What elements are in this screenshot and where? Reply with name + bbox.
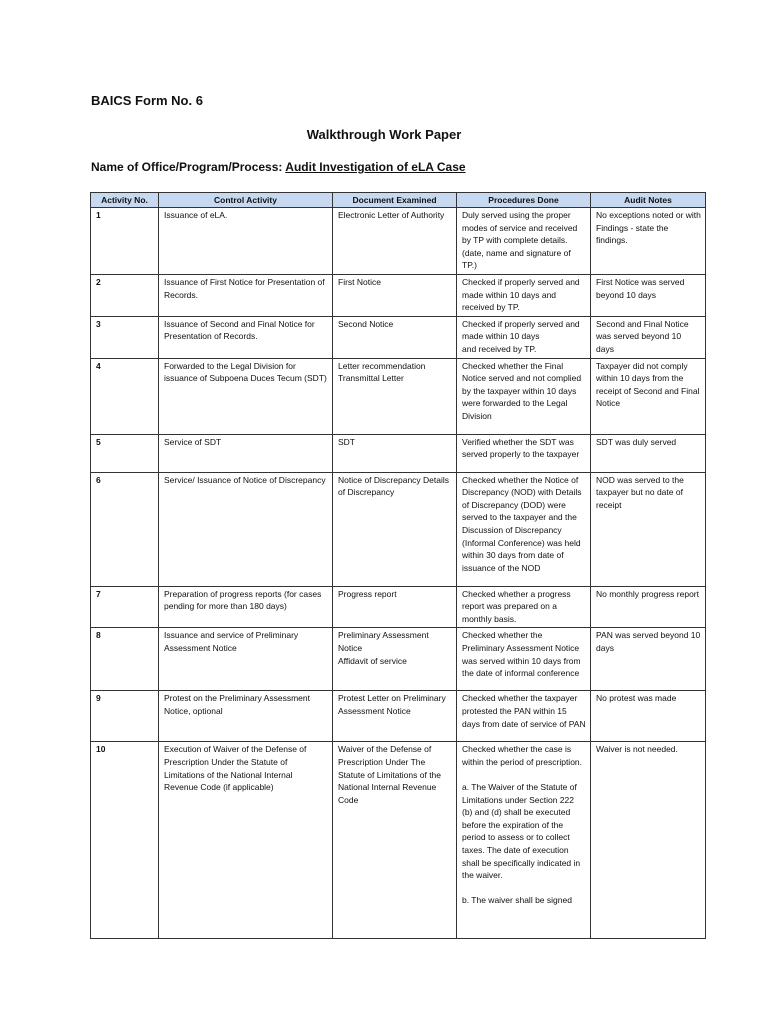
cell-document-examined: Progress report: [333, 586, 457, 628]
cell-audit-notes: No monthly progress report: [591, 586, 706, 628]
table-row: [91, 208, 706, 275]
cell-procedures-done: Duly served using the proper modes of service and received by TP with complete details. (date, name and signature of TP.): [457, 208, 591, 275]
header-control-activity: Control Activity: [159, 193, 333, 208]
header-procedures-done: Procedures Done: [457, 193, 591, 208]
cell-control-activity: Issuance of First Notice for Presentation of Records.: [159, 274, 333, 316]
table-row: [91, 628, 706, 691]
table-row: [91, 472, 706, 586]
office-value: Audit Investigation of eLA Case: [285, 160, 466, 174]
cell-audit-notes: Second and Final Notice was served beyond 10 days: [591, 316, 706, 358]
cell-procedures-done: Checked whether the taxpayer protested the PAN within 15 days from date of service of PAN: [457, 691, 591, 742]
cell-control-activity: Issuance of Second and Final Notice for Presentation of Records.: [159, 316, 333, 358]
cell-control-activity: Issuance and service of Preliminary Assessment Notice: [159, 628, 333, 691]
cell-document-examined: Preliminary Assessment Notice Affidavit of service: [333, 628, 457, 691]
cell-activity-no: 2: [91, 274, 159, 316]
table-row: [91, 586, 706, 628]
cell-activity-no: 3: [91, 316, 159, 358]
cell-activity-no: 5: [91, 434, 159, 472]
cell-control-activity: Service of SDT: [159, 434, 333, 472]
table-row: [91, 358, 706, 434]
cell-audit-notes: PAN was served beyond 10 days: [591, 628, 706, 691]
cell-audit-notes: Waiver is not needed.: [591, 742, 706, 939]
cell-procedures-done: Checked whether a progress report was prepared on a monthly basis.: [457, 586, 591, 628]
table-row: [91, 316, 706, 358]
page-title: Walkthrough Work Paper: [306, 127, 462, 142]
cell-procedures-done: Checked whether the Preliminary Assessment Notice was served within 10 days from the date of informal conference: [457, 628, 591, 691]
table-row: [91, 691, 706, 742]
cell-audit-notes: No protest was made: [591, 691, 706, 742]
cell-control-activity: Execution of Waiver of the Defense of Prescription Under the Statute of Limitations of the National Internal Revenue Code (if applicable): [159, 742, 333, 939]
walkthrough-table: [90, 192, 706, 939]
form-number: BAICS Form No. 6: [91, 93, 203, 108]
cell-document-examined: SDT: [333, 434, 457, 472]
cell-document-examined: Second Notice: [333, 316, 457, 358]
cell-document-examined: First Notice: [333, 274, 457, 316]
cell-audit-notes: First Notice was served beyond 10 days: [591, 274, 706, 316]
cell-procedures-done: Verified whether the SDT was served properly to the taxpayer: [457, 434, 591, 472]
cell-procedures-done: Checked whether the Final Notice served and not complied by the taxpayer within 10 days were forwarded to the Legal Division: [457, 358, 591, 434]
cell-document-examined: Waiver of the Defense of Prescription Under The Statute of Limitations of the National Internal Revenue Code: [333, 742, 457, 939]
cell-activity-no: 9: [91, 691, 159, 742]
cell-activity-no: 6: [91, 472, 159, 586]
header-document-examined: Document Examined: [333, 193, 457, 208]
office-label: Name of Office/Program/Process:: [91, 160, 283, 174]
cell-procedures-done: Checked if properly served and made within 10 days and received by TP.: [457, 316, 591, 358]
cell-activity-no: 1: [91, 208, 159, 275]
cell-procedures-done: Checked if properly served and made within 10 days and received by TP.: [457, 274, 591, 316]
cell-activity-no: 10: [91, 742, 159, 939]
cell-procedures-done: Checked whether the case is within the period of prescription. a. The Waiver of the Statute of Limitations under Section 222 (b) and (d) shall be executed before the expiration of the period to assess or to collect taxes. The date of execution shall be specifically indicated in the waiver. b. The waiver shall be signed: [457, 742, 591, 939]
cell-activity-no: 8: [91, 628, 159, 691]
cell-audit-notes: NOD was served to the taxpayer but no date of receipt: [591, 472, 706, 586]
cell-activity-no: 4: [91, 358, 159, 434]
header-audit-notes: Audit Notes: [591, 193, 706, 208]
cell-document-examined: Protest Letter on Preliminary Assessment Notice: [333, 691, 457, 742]
office-line: [91, 160, 466, 174]
cell-control-activity: Issuance of eLA.: [159, 208, 333, 275]
cell-control-activity: Service/ Issuance of Notice of Discrepancy: [159, 472, 333, 586]
cell-audit-notes: SDT was duly served: [591, 434, 706, 472]
cell-control-activity: Protest on the Preliminary Assessment Notice, optional: [159, 691, 333, 742]
cell-document-examined: Notice of Discrepancy Details of Discrepancy: [333, 472, 457, 586]
table-row: [91, 274, 706, 316]
cell-activity-no: 7: [91, 586, 159, 628]
table-header-row: [91, 193, 706, 208]
cell-document-examined: Letter recommendation Transmittal Letter: [333, 358, 457, 434]
cell-audit-notes: Taxpayer did not comply within 10 days from the receipt of Second and Final Notice: [591, 358, 706, 434]
cell-document-examined: Electronic Letter of Authority: [333, 208, 457, 275]
table-row: [91, 434, 706, 472]
cell-control-activity: Forwarded to the Legal Division for issuance of Subpoena Duces Tecum (SDT): [159, 358, 333, 434]
cell-audit-notes: No exceptions noted or with Findings - state the findings.: [591, 208, 706, 275]
cell-procedures-done: Checked whether the Notice of Discrepancy (NOD) with Details of Discrepancy (DOD) were served to the taxpayer and the Discussion of Discrepancy (Informal Conference) was held within 30 days from date of issuance of the NOD: [457, 472, 591, 586]
cell-control-activity: Preparation of progress reports (for cases pending for more than 180 days): [159, 586, 333, 628]
header-activity-no: Activity No.: [91, 193, 159, 208]
table-row: [91, 742, 706, 939]
